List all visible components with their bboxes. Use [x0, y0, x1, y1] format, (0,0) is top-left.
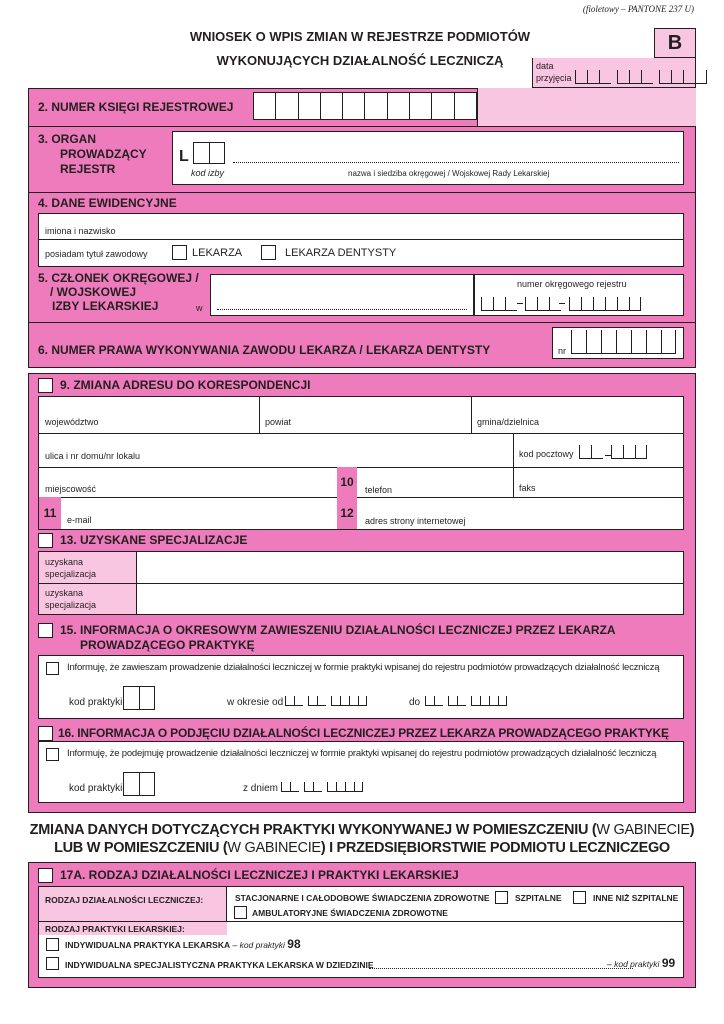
s2-row	[28, 88, 696, 126]
s5-label-3: IZBY LEKARSKIEJ	[52, 299, 159, 313]
s17a-code-text-1: – kod praktyki	[230, 940, 288, 950]
s9-fax[interactable]: faks	[519, 483, 536, 493]
s9-address-grid	[38, 396, 684, 530]
s16-date-label: z dniem	[243, 783, 279, 794]
date-received-box	[532, 58, 696, 88]
heading2-line1-b: W GABINECIE	[596, 822, 690, 838]
s16-code-label: kod praktyki	[69, 783, 123, 794]
s6-nr: nr	[558, 346, 567, 356]
s9-phone[interactable]: telefon	[365, 485, 393, 495]
s17a-opt-individual: INDYWIDUALNA PRAKTYKA LEKARSKA	[65, 940, 231, 950]
s16-label: 16. INFORMACJA O PODJĘCIU DZIAŁALNOŚCI LECZNICZEJ PRZEZ LEKARZA PROWADZĄCEGO PRAKTYKĘ	[58, 726, 669, 740]
s3-name-label: nazwa i siedziba okręgowej / Wojskowej Rady Lekarskiej	[348, 169, 550, 178]
s9-n11-box	[39, 497, 61, 529]
s17a-opt-hospital: SZPITALNE	[515, 893, 562, 903]
s13-row-2-field[interactable]	[137, 584, 683, 614]
s5-register-field[interactable]	[474, 274, 684, 316]
s15-code-label: kod praktyki	[69, 697, 123, 708]
form-letter-box	[654, 28, 696, 58]
s13-checkbox[interactable]	[38, 533, 53, 548]
heading2-line2-c: ) I PRZEDSIĘBIORSTWIE PODMIOTU LECZNICZEGO	[320, 840, 670, 856]
s17a-nonhospital-checkbox[interactable]	[573, 891, 586, 904]
s17a-checkbox[interactable]	[38, 868, 53, 883]
s2-label: 2. NUMER KSIĘGI REJESTROWEJ	[38, 100, 234, 114]
date-label-1: data	[536, 61, 554, 71]
s17a-code99: 99	[661, 956, 676, 970]
s13-row-label-1b: specjalizacja	[45, 569, 97, 579]
s4-names-field[interactable]	[38, 213, 684, 240]
s15-checkbox[interactable]	[38, 623, 53, 638]
s9-email[interactable]: e-mail	[67, 515, 92, 525]
s5-reg-label: numer okręgowego rejestru	[517, 279, 627, 289]
s4-title-field	[38, 240, 684, 267]
s17a-specialist-code-row	[607, 958, 675, 969]
s2-register-number[interactable]	[253, 92, 477, 120]
color-note: (fioletowy – PANTONE 237 U)	[582, 4, 694, 14]
s13-row-label-2b: specjalizacja	[45, 600, 97, 610]
s16-statement: Informuję, że podejmuję prowadzenie działalności leczniczej w formie praktyki wpisanej do rejestru podmiotów prowadzących działalność leczniczą	[67, 748, 657, 759]
s9-n12: 12	[340, 506, 354, 520]
s5-label-2: / WOJSKOWEJ	[50, 285, 137, 299]
s9-checkbox[interactable]	[38, 378, 53, 393]
s17a-specialist-field[interactable]	[369, 968, 633, 969]
s9-n10: 10	[340, 475, 354, 489]
s9-voivodeship[interactable]: województwo	[45, 417, 99, 427]
form-letter: B	[667, 32, 683, 54]
s13-row-label-1-box	[39, 552, 137, 583]
s9-n11: 11	[43, 506, 57, 520]
s15-label-1: 15. INFORMACJA O OKRESOWYM ZAWIESZENIU DZIAŁALNOŚCI LECZNICZEJ PRZEZ LEKARZA	[60, 623, 616, 637]
s17a-individual-checkbox[interactable]	[46, 938, 59, 951]
s17a-activity-box	[38, 886, 684, 922]
form-title-line2: WYKONUJĄCYCH DZIAŁALNOŚĆ LECZNICZĄ	[216, 53, 504, 68]
s17a-opt-ambulatory: AMBULATORYJNE ŚWIADCZENIA ZDROWOTNE	[252, 908, 448, 918]
s9-label: 9. ZMIANA ADRESU DO KORESPONDENCJI	[60, 378, 311, 392]
date-received-cells[interactable]	[575, 70, 707, 84]
s17a-ambulatory-checkbox[interactable]	[234, 906, 247, 919]
s17a-opt-nonhospital: INNE NIŻ SZPITALNE	[593, 893, 679, 903]
s16-code-cells[interactable]	[123, 772, 155, 796]
heading2-line1-a: ZMIANA DANYCH DOTYCZĄCYCH PRAKTYKI WYKONYWANEJ W POMIESZCZENIU (	[29, 822, 597, 838]
s9-www[interactable]: adres strony internetowej	[365, 516, 466, 526]
s9-postal-label: kod pocztowy	[519, 449, 574, 459]
s3-label-2: PROWADZĄCY	[60, 147, 147, 161]
s4-opt-dentysty: LEKARZA DENTYSTY	[285, 247, 397, 259]
s15-period-label: w okresie od	[227, 697, 284, 708]
s13-row-label-2a: uzyskana	[45, 588, 84, 598]
s3-label-1: 3. ORGAN	[38, 132, 97, 146]
form-title-line1: WNIOSEK O WPIS ZMIAN W REJESTRZE PODMIOTÓW	[189, 29, 531, 44]
s9-postal-cells[interactable]	[579, 445, 647, 459]
s15-box	[38, 655, 684, 719]
s17a-code-text-2: – kod praktyki	[607, 959, 662, 969]
s16-box	[38, 741, 684, 803]
s9-street[interactable]: ulica i nr domu/nr lokalu	[45, 451, 141, 461]
s2-filler	[477, 88, 696, 126]
s6-label: 6. NUMER PRAWA WYKONYWANIA ZAWODU LEKARZA / LEKARZA DENTYSTY	[38, 343, 491, 357]
s13-row-label-2-box	[39, 584, 137, 614]
s13-specializations-table	[38, 551, 684, 615]
s6-number-field[interactable]	[552, 327, 684, 359]
heading2-line2	[0, 840, 724, 856]
s3-letter: L	[179, 148, 189, 165]
s5-chamber-field[interactable]	[210, 274, 474, 316]
s15-statement: Informuję, że zawieszam prowadzenie działalności leczniczej w formie praktyki wpisanej do rejestru podmiotów prowadzących działalność leczniczą	[67, 662, 660, 673]
s4-checkbox-dentysty[interactable]	[261, 245, 276, 260]
s15-to-date[interactable]	[425, 696, 507, 706]
s9-city[interactable]: miejscowość	[45, 484, 97, 494]
s4-opt-lekarza: LEKARZA	[192, 247, 243, 259]
s16-statement-checkbox[interactable]	[46, 748, 59, 761]
s4-label: 4. DANE EWIDENCYJNE	[38, 196, 177, 210]
s3-organ-box[interactable]	[172, 131, 684, 185]
s17a-label: 17A. RODZAJ DZIAŁALNOŚCI LECZNICZEJ I PRAKTYKI LEKARSKIEJ	[60, 868, 459, 882]
heading2-line1	[0, 822, 724, 838]
s3-code-label: kod izby	[191, 168, 225, 178]
date-label-2: przyjęcia	[536, 73, 572, 83]
s9-commune[interactable]: gmina/dzielnica	[477, 417, 540, 427]
s17a-hospital-checkbox[interactable]	[495, 891, 508, 904]
s5-label-1: 5. CZŁONEK OKRĘGOWEJ /	[38, 271, 199, 285]
s3-code-cells[interactable]	[193, 142, 225, 164]
s17a-code98: 98	[287, 937, 301, 951]
s17a-individual-row	[65, 939, 301, 950]
s9-county[interactable]: powiat	[265, 417, 292, 427]
s17a-practice-box	[38, 922, 684, 978]
s4-title-label: posiadam tytuł zawodowy	[45, 249, 148, 259]
s13-row-label-1a: uzyskana	[45, 557, 84, 567]
s16-checkbox[interactable]	[38, 726, 53, 741]
s9-n12-box	[337, 497, 357, 529]
s15-label-2: PROWADZĄCEGO PRAKTYKĘ	[80, 638, 255, 652]
s9-n10-box	[337, 467, 357, 497]
s4-checkbox-lekarza[interactable]	[172, 245, 187, 260]
s15-from-date[interactable]	[285, 696, 367, 706]
s17a-opt-specialist: INDYWIDUALNA SPECJALISTYCZNA PRAKTYKA LEKARSKA W DZIEDZINIE	[65, 960, 374, 970]
s3-label-3: REJESTR	[60, 162, 116, 176]
heading2-line1-c: )	[689, 822, 695, 838]
s5-w: w	[196, 303, 203, 313]
s4-names-label: imiona i nazwisko	[45, 226, 116, 236]
s16-date[interactable]	[281, 782, 363, 792]
heading2-line2-b: W GABINECIE	[227, 840, 321, 856]
s17a-specialist-checkbox[interactable]	[46, 957, 59, 970]
s15-code-cells[interactable]	[123, 686, 155, 710]
s15-to-label: do	[409, 697, 421, 708]
s13-label: 13. UZYSKANE SPECJALIZACJE	[60, 533, 248, 547]
s15-statement-checkbox[interactable]	[46, 662, 59, 675]
s17a-opt-stationary: STACJONARNE I CAŁODOBOWE ŚWIADCZENIA ZDROWOTNE	[235, 893, 490, 903]
s17a-practice-label: RODZAJ PRAKTYKI LEKARSKIEJ:	[45, 924, 185, 934]
heading2-line2-a: LUB W POMIESZCZENIU (	[54, 840, 228, 856]
s13-row-1-field[interactable]	[137, 552, 683, 583]
s17a-activity-label: RODZAJ DZIAŁALNOŚCI LECZNICZEJ:	[45, 895, 204, 905]
